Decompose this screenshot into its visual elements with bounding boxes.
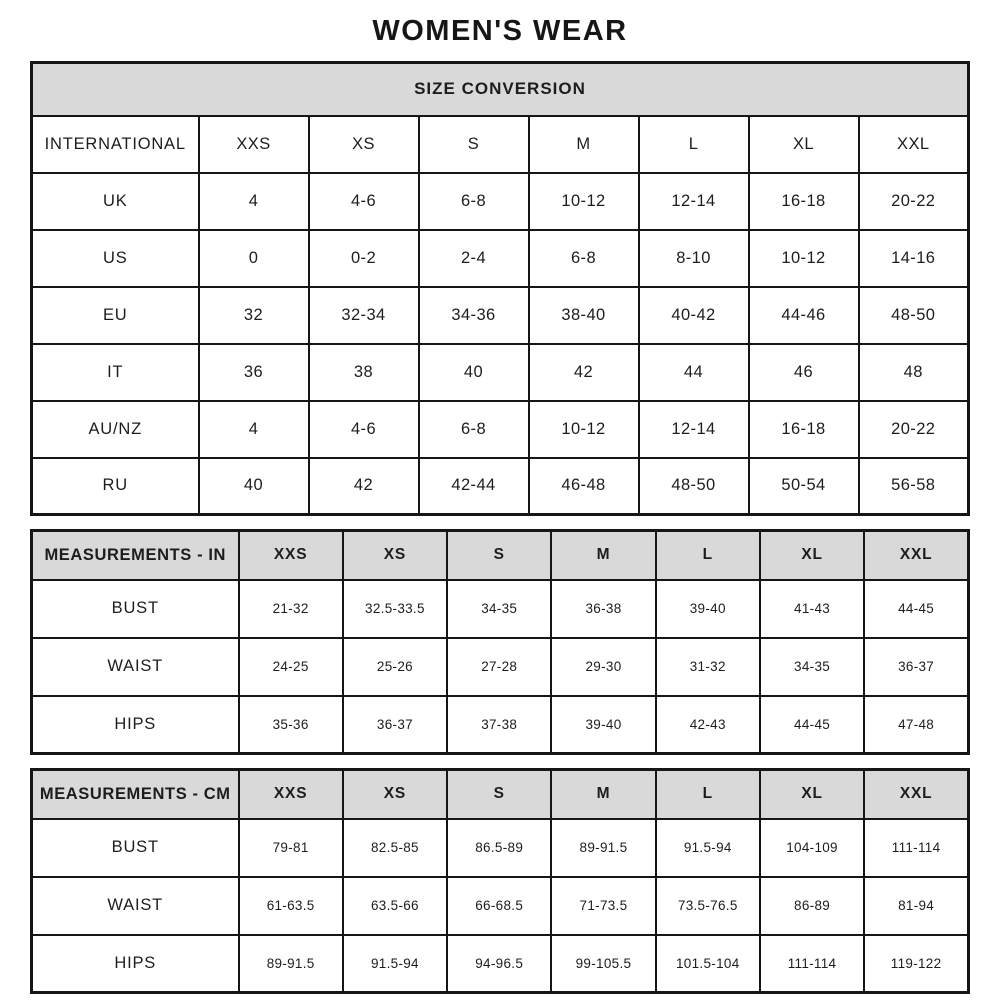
value-cell: 20-22 xyxy=(859,401,969,458)
table-row xyxy=(32,935,969,993)
value-cell: 101.5-104 xyxy=(656,935,760,993)
value-cell: 41-43 xyxy=(760,580,864,638)
table-row xyxy=(32,173,969,230)
size-conversion-title: SIZE CONVERSION xyxy=(32,63,969,116)
value-cell: 82.5-85 xyxy=(343,819,447,877)
value-cell: 111-114 xyxy=(864,819,968,877)
value-cell: 40 xyxy=(419,344,529,401)
value-cell: 38 xyxy=(309,344,419,401)
column-header-row xyxy=(32,116,969,173)
cm-col-header-xl: XL xyxy=(760,770,864,819)
table-row xyxy=(32,696,969,754)
value-cell: 44-45 xyxy=(864,580,968,638)
value-cell: 36 xyxy=(199,344,309,401)
value-cell: 39-40 xyxy=(551,696,655,754)
row-label-aunz: AU/NZ xyxy=(32,401,199,458)
value-cell: 61-63.5 xyxy=(239,877,343,935)
value-cell: 31-32 xyxy=(656,638,760,696)
value-cell: 50-54 xyxy=(749,458,859,515)
value-cell: 27-28 xyxy=(447,638,551,696)
value-cell: 35-36 xyxy=(239,696,343,754)
table-row xyxy=(32,877,969,935)
value-cell: 66-68.5 xyxy=(447,877,551,935)
row-label-it: IT xyxy=(32,344,199,401)
value-cell: 48-50 xyxy=(859,287,969,344)
value-cell: 86.5-89 xyxy=(447,819,551,877)
row-label-hips: HIPS xyxy=(32,696,239,754)
value-cell: 111-114 xyxy=(760,935,864,993)
value-cell: 6-8 xyxy=(529,230,639,287)
value-cell: 104-109 xyxy=(760,819,864,877)
value-cell: 44-46 xyxy=(749,287,859,344)
table-row xyxy=(32,638,969,696)
value-cell: 0 xyxy=(199,230,309,287)
row-label-uk: UK xyxy=(32,173,199,230)
in-col-header-l: L xyxy=(656,531,760,580)
value-cell: 2-4 xyxy=(419,230,529,287)
value-cell: 40 xyxy=(199,458,309,515)
value-cell: 48 xyxy=(859,344,969,401)
row-label-bust: BUST xyxy=(32,819,239,877)
value-cell: 36-38 xyxy=(551,580,655,638)
cm-col-header-xxs: XXS xyxy=(239,770,343,819)
value-cell: 25-26 xyxy=(343,638,447,696)
value-cell: 86-89 xyxy=(760,877,864,935)
row-label-waist: WAIST xyxy=(32,638,239,696)
measurements-cm-table xyxy=(30,768,970,994)
in-col-header-xxs: XXS xyxy=(239,531,343,580)
value-cell: 12-14 xyxy=(639,173,749,230)
value-cell: 16-18 xyxy=(749,173,859,230)
value-cell: 38-40 xyxy=(529,287,639,344)
in-col-header-xl: XL xyxy=(760,531,864,580)
value-cell: 63.5-66 xyxy=(343,877,447,935)
row-label-ru: RU xyxy=(32,458,199,515)
table-row xyxy=(32,344,969,401)
value-cell: 36-37 xyxy=(864,638,968,696)
value-cell: 42 xyxy=(529,344,639,401)
table-row xyxy=(32,458,969,515)
value-cell: 10-12 xyxy=(529,401,639,458)
value-cell: 14-16 xyxy=(859,230,969,287)
cm-header-title: MEASUREMENTS - CM xyxy=(32,770,239,819)
row-label-waist: WAIST xyxy=(32,877,239,935)
value-cell: 42 xyxy=(309,458,419,515)
value-cell: 32-34 xyxy=(309,287,419,344)
value-cell: 32.5-33.5 xyxy=(343,580,447,638)
table-row xyxy=(32,580,969,638)
column-header-row xyxy=(32,531,969,580)
sc-col-header-xs: XS xyxy=(309,116,419,173)
value-cell: 37-38 xyxy=(447,696,551,754)
in-col-header-m: M xyxy=(551,531,655,580)
cm-col-header-xxl: XXL xyxy=(864,770,968,819)
sc-col-header-xxl: XXL xyxy=(859,116,969,173)
value-cell: 44 xyxy=(639,344,749,401)
value-cell: 99-105.5 xyxy=(551,935,655,993)
cm-col-header-xs: XS xyxy=(343,770,447,819)
value-cell: 10-12 xyxy=(529,173,639,230)
value-cell: 8-10 xyxy=(639,230,749,287)
value-cell: 24-25 xyxy=(239,638,343,696)
value-cell: 39-40 xyxy=(656,580,760,638)
value-cell: 89-91.5 xyxy=(239,935,343,993)
value-cell: 94-96.5 xyxy=(447,935,551,993)
value-cell: 73.5-76.5 xyxy=(656,877,760,935)
value-cell: 44-45 xyxy=(760,696,864,754)
value-cell: 79-81 xyxy=(239,819,343,877)
value-cell: 29-30 xyxy=(551,638,655,696)
measurements-in-table xyxy=(30,529,970,755)
value-cell: 6-8 xyxy=(419,401,529,458)
cm-col-header-m: M xyxy=(551,770,655,819)
value-cell: 4-6 xyxy=(309,173,419,230)
in-col-header-s: S xyxy=(447,531,551,580)
value-cell: 21-32 xyxy=(239,580,343,638)
sc-col-header-xl: XL xyxy=(749,116,859,173)
value-cell: 4 xyxy=(199,173,309,230)
in-header-title: MEASUREMENTS - IN xyxy=(32,531,239,580)
sc-col-header-international: INTERNATIONAL xyxy=(32,116,199,173)
value-cell: 34-35 xyxy=(760,638,864,696)
value-cell: 6-8 xyxy=(419,173,529,230)
value-cell: 0-2 xyxy=(309,230,419,287)
row-label-bust: BUST xyxy=(32,580,239,638)
cm-col-header-s: S xyxy=(447,770,551,819)
in-col-header-xxl: XXL xyxy=(864,531,968,580)
row-label-hips: HIPS xyxy=(32,935,239,993)
section-title-row xyxy=(32,63,969,116)
table-row xyxy=(32,819,969,877)
value-cell: 4-6 xyxy=(309,401,419,458)
sc-col-header-xxs: XXS xyxy=(199,116,309,173)
row-label-eu: EU xyxy=(32,287,199,344)
value-cell: 46-48 xyxy=(529,458,639,515)
value-cell: 46 xyxy=(749,344,859,401)
value-cell: 40-42 xyxy=(639,287,749,344)
value-cell: 48-50 xyxy=(639,458,749,515)
value-cell: 12-14 xyxy=(639,401,749,458)
value-cell: 10-12 xyxy=(749,230,859,287)
table-row xyxy=(32,230,969,287)
value-cell: 81-94 xyxy=(864,877,968,935)
size-conversion-table xyxy=(30,61,970,516)
value-cell: 34-36 xyxy=(419,287,529,344)
value-cell: 119-122 xyxy=(864,935,968,993)
table-row xyxy=(32,287,969,344)
row-label-us: US xyxy=(32,230,199,287)
sc-col-header-l: L xyxy=(639,116,749,173)
value-cell: 20-22 xyxy=(859,173,969,230)
value-cell: 42-44 xyxy=(419,458,529,515)
value-cell: 56-58 xyxy=(859,458,969,515)
sc-col-header-m: M xyxy=(529,116,639,173)
value-cell: 36-37 xyxy=(343,696,447,754)
value-cell: 91.5-94 xyxy=(343,935,447,993)
value-cell: 42-43 xyxy=(656,696,760,754)
cm-col-header-l: L xyxy=(656,770,760,819)
value-cell: 16-18 xyxy=(749,401,859,458)
value-cell: 71-73.5 xyxy=(551,877,655,935)
sc-col-header-s: S xyxy=(419,116,529,173)
column-header-row xyxy=(32,770,969,819)
table-row xyxy=(32,401,969,458)
value-cell: 47-48 xyxy=(864,696,968,754)
value-cell: 34-35 xyxy=(447,580,551,638)
value-cell: 89-91.5 xyxy=(551,819,655,877)
value-cell: 91.5-94 xyxy=(656,819,760,877)
value-cell: 32 xyxy=(199,287,309,344)
value-cell: 4 xyxy=(199,401,309,458)
in-col-header-xs: XS xyxy=(343,531,447,580)
page-title: WOMEN'S WEAR xyxy=(372,15,628,47)
